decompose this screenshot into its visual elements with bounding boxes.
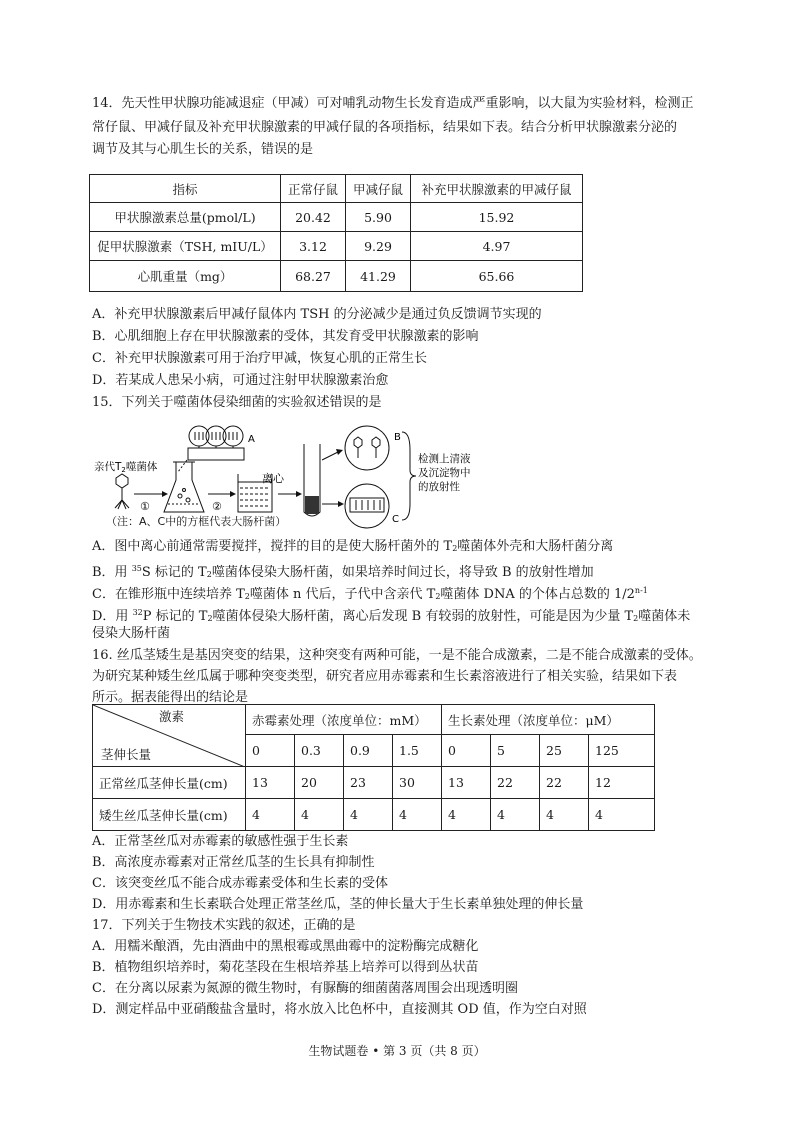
q16-group-auxin: 生长素处理（浓度单位：μM） [442, 705, 655, 735]
q14-cell: 15.92 [411, 203, 583, 232]
q14-table [89, 174, 583, 292]
q15-option-d-line2: 侵染大肠杆菌 [92, 626, 171, 641]
arrow-to-b [322, 452, 338, 460]
q16-stem-line2: 为研究某种矮生丝瓜属于哪种突变类型，研究者应用赤霉素和生长素溶液进行了相关实验，结果如下表 [92, 669, 678, 684]
q14-cell: 65.66 [411, 261, 583, 292]
supernatant-b-icon [345, 426, 389, 470]
q14-cell: 5.90 [346, 203, 411, 232]
value-cell: 4 [491, 799, 540, 831]
label-a: A [248, 434, 255, 445]
row-label: 正常丝瓜茎伸长量(cm) [93, 767, 246, 799]
value-cell: 4 [540, 799, 589, 831]
conc-cell: 1.5 [393, 735, 442, 767]
step-1-label: ① [140, 500, 150, 513]
row-label: 矮生丝瓜茎伸长量(cm) [93, 799, 246, 831]
value-cell: 12 [589, 767, 655, 799]
conc-cell: 0 [442, 735, 491, 767]
q14-cell: 9.29 [346, 232, 411, 261]
conc-cell: 125 [589, 735, 655, 767]
q14-cell: 4.97 [411, 232, 583, 261]
value-cell: 4 [442, 799, 491, 831]
value-cell: 22 [540, 767, 589, 799]
value-cell: 13 [246, 767, 295, 799]
q14-cell: 41.29 [346, 261, 411, 292]
value-cell: 4 [295, 799, 344, 831]
q17-option-d: D．测定样品中亚硝酸盐含量时，将水放入比色杯中，直接测其 OD 值，作为空白对照 [92, 1002, 587, 1017]
q14-stem-line2: 常仔鼠、甲减仔鼠及补充甲状腺激素的甲减仔鼠的各项指标，结果如下表。结合分析甲状腺激素分泌的 [92, 120, 678, 135]
q15-option-c: C．在锥形瓶中连续培养 T2噬菌体 n 代后，子代中含亲代 T2噬菌体 DNA 的个体占总数的 1/2$^{n-1}$ [92, 586, 648, 602]
q14-cell: 68.27 [281, 261, 346, 292]
q16-stem-line3: 所示。据表能得出的结论是 [92, 690, 249, 705]
q16-row-normal [93, 767, 655, 799]
corner-bottom-label: 茎伸长量 [101, 747, 152, 762]
q14-row-label: 甲状腺激素总量(pmol/L) [90, 203, 281, 232]
step-2-label: ② [212, 500, 222, 513]
conc-cell: 0 [246, 735, 295, 767]
q16-corner-cell [93, 705, 246, 767]
phage-label: 亲代T2噬菌体 [94, 461, 158, 474]
phage-icon [115, 474, 129, 509]
value-cell: 22 [491, 767, 540, 799]
value-cell: 13 [442, 767, 491, 799]
q14-header-supplemented: 补充甲状腺激素的甲减仔鼠 [411, 175, 583, 203]
test-tube-icon [304, 444, 320, 516]
detect-line-2: 及沉淀物中 [418, 467, 471, 479]
label-c: C [392, 514, 399, 525]
value-cell: 20 [295, 767, 344, 799]
q16-group-gibberellin: 赤霉素处理（浓度单位：mM） [246, 705, 442, 735]
conc-cell: 0.3 [295, 735, 344, 767]
page-footer: 生物试题卷 • 第 3 页（共 8 页） [308, 1044, 486, 1058]
q17-option-b: B．植物组织培养时，菊花茎段在生根培养基上培养可以得到丛状苗 [92, 960, 479, 975]
q16-row-dwarf [93, 799, 655, 831]
q16-option-a: A．正常茎丝瓜对赤霉素的敏感性强于生长素 [92, 834, 349, 849]
q16-table [92, 704, 655, 831]
centrifuge-label: 离心 [262, 472, 284, 485]
q16-option-d: D．用赤霉素和生长素联合处理正常茎丝瓜，茎的伸长量大于生长素单独处理的伸长量 [92, 897, 584, 912]
q16-stem-line1: 16. 丝瓜茎矮生是基因突变的结果，这种突变有两种可能，一是不能合成激素，二是不能合成激素的受体。 [92, 648, 702, 663]
value-cell: 4 [393, 799, 442, 831]
q16-option-b: B．高浓度赤霉素对正常丝瓜茎的生长具有抑制性 [92, 855, 375, 870]
detect-line-3: 的放射性 [418, 481, 460, 493]
value-cell: 30 [393, 767, 442, 799]
q15-stem: 15．下列关于噬菌体侵染细菌的实验叙述错误的是 [92, 395, 382, 410]
precipitate-c-icon [345, 484, 389, 528]
q14-option-c: C．补充甲状腺激素可用于治疗甲减，恢复心肌的正常生长 [92, 351, 427, 366]
q14-header-hypo: 甲减仔鼠 [346, 175, 411, 203]
detect-line-1: 检测上清液 [418, 453, 471, 465]
brace [402, 432, 416, 520]
q14-option-a: A．补充甲状腺激素后甲减仔鼠体内 TSH 的分泌减少是通过负反馈调节实现的 [92, 307, 542, 322]
q14-stem-line3: 调节及其与心肌生长的关系，错误的是 [92, 142, 314, 157]
conc-cell: 25 [540, 735, 589, 767]
q14-cell: 20.42 [281, 203, 346, 232]
q15-option-d: D．用 $^{32}$P 标记的 T2噬菌体侵染大肠杆菌，离心后发现 B 有较弱的放射性，可能是因为少量 T2噬菌体未 [92, 608, 691, 624]
value-cell: 23 [344, 767, 393, 799]
q16-option-c: C．该突变丝瓜不能合成赤霉素受体和生长素的受体 [92, 876, 388, 891]
value-cell: 4 [344, 799, 393, 831]
conc-cell: 0.9 [344, 735, 393, 767]
q15-diagram-note: （注：A、C中的方框代表大肠杆菌） [106, 515, 287, 528]
label-b: B [394, 432, 401, 443]
q14-option-d: D．若某成人患呆小病，可通过注射甲状腺激素治愈 [92, 373, 389, 388]
q14-row-label: 心肌重量（mg） [90, 261, 281, 292]
q15-option-a: A．图中离心前通常需要搅拌，搅拌的目的是使大肠杆菌外的 T2噬菌体外壳和大肠杆菌分离 [92, 539, 614, 554]
flask-icon [164, 462, 204, 512]
value-cell: 4 [246, 799, 295, 831]
q14-option-b: B．心肌细胞上存在甲状腺激素的受体，其发育受甲状腺激素的影响 [92, 329, 479, 344]
value-cell: 4 [589, 799, 655, 831]
bacteria-a-icon [178, 426, 244, 472]
q17-option-a: A．用糯米酿酒，先由酒曲中的黑根霉或黑曲霉中的淀粉酶完成糖化 [92, 939, 479, 954]
q17-stem: 17．下列关于生物技术实践的叙述，正确的是 [92, 918, 356, 933]
q14-stem-line1: 14．先天性甲状腺功能减退症（甲减）可对哺乳动物生长发育造成严重影响，以大鼠为实验材料，检测正 [92, 96, 694, 111]
q14-cell: 3.12 [281, 232, 346, 261]
q17-option-c: C．在分离以尿素为氮源的微生物时，有脲酶的细菌菌落周围会出现透明圈 [92, 981, 518, 996]
q15-option-b: B．用 $^{35}$S 标记的 T2噬菌体侵染大肠杆菌，如果培养时间过长，将导致 B 的放射性增加 [92, 564, 594, 580]
q14-header-indicator: 指标 [90, 175, 281, 203]
corner-top-label: 激素 [159, 709, 185, 724]
conc-cell: 5 [491, 735, 540, 767]
q14-header-normal: 正常仔鼠 [281, 175, 346, 203]
q14-row-label: 促甲状腺激素（TSH, mIU/L） [90, 232, 281, 261]
